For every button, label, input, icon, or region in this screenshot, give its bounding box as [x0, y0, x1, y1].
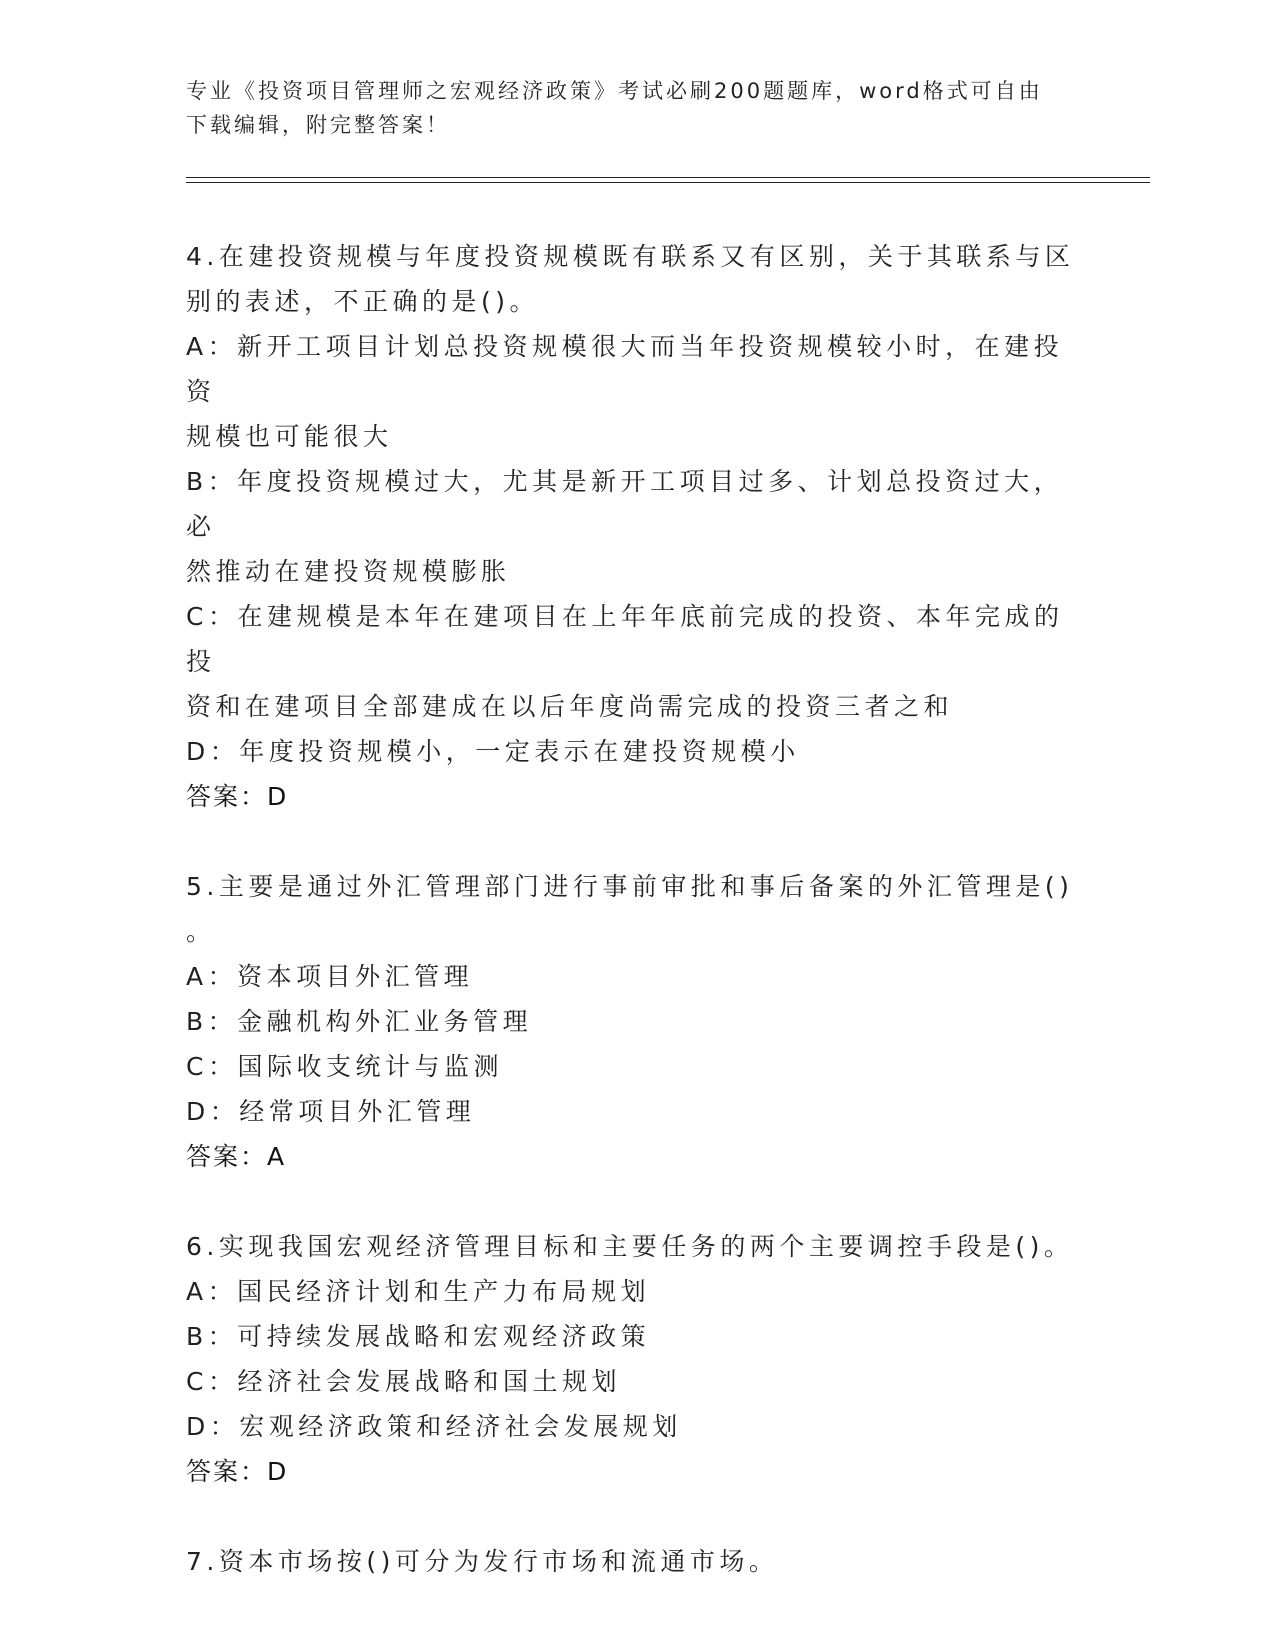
question-spacer [186, 819, 1086, 864]
answer-line: 答案：D [186, 1457, 289, 1486]
option-line: A：新开工项目计划总投资规模很大而当年投资规模较小时，在建投资 [186, 332, 1064, 406]
question-stem-line: 。 [186, 917, 216, 946]
answer-line: 答案：D [186, 782, 289, 811]
option-line: D：年度投资规模小，一定表示在建投资规模小 [186, 737, 800, 766]
option-line: B：可持续发展战略和宏观经济政策 [186, 1322, 651, 1351]
option-line: B：金融机构外汇业务管理 [186, 1007, 533, 1036]
option-line: D：宏观经济政策和经济社会发展规划 [186, 1412, 682, 1441]
question-stem-line: 6.实现我国宏观经济管理目标和主要任务的两个主要调控手段是()。 [186, 1232, 1074, 1261]
header-divider-bottom [186, 182, 1150, 183]
header-line: 专业《投资项目管理师之宏观经济政策》考试必刷200题题库，word格式可自由 [186, 79, 1043, 103]
question-spacer [186, 1494, 1086, 1539]
header-divider-top [186, 177, 1150, 178]
option-line: 规模也可能很大 [186, 422, 393, 451]
question-block [186, 1224, 1086, 1494]
option-line: B：年度投资规模过大，尤其是新开工项目过多、计划总投资过大，必 [186, 467, 1064, 541]
option-line: C：在建规模是本年在建项目在上年年底前完成的投资、本年完成的投 [186, 602, 1064, 676]
option-line: A：国民经济计划和生产力布局规划 [186, 1277, 651, 1306]
question-stem-line: 5.主要是通过外汇管理部门进行事前审批和事后备案的外汇管理是() [186, 872, 1074, 901]
header-line: 下载编辑，附完整答案！ [186, 113, 450, 137]
answer-line: 答案：A [186, 1142, 287, 1171]
option-line: C：国际收支统计与监测 [186, 1052, 503, 1081]
option-line: D：经常项目外汇管理 [186, 1097, 476, 1126]
question-list [186, 234, 1086, 1584]
question-block [186, 864, 1086, 1179]
question-block [186, 1539, 1086, 1584]
question-block [186, 234, 1086, 819]
question-stem-line: 7.资本市场按()可分为发行市场和流通市场。 [186, 1547, 779, 1576]
question-stem-line: 4.在建投资规模与年度投资规模既有联系又有区别，关于其联系与区 [186, 242, 1075, 271]
question-spacer [186, 1179, 1086, 1224]
option-line: 然推动在建投资规模膨胀 [186, 557, 511, 586]
option-line: 资和在建项目全部建成在以后年度尚需完成的投资三者之和 [186, 692, 954, 721]
option-line: C：经济社会发展战略和国土规划 [186, 1367, 621, 1396]
document-header [186, 74, 1066, 142]
option-line: A：资本项目外汇管理 [186, 962, 474, 991]
question-stem-line: 别的表述，不正确的是()。 [186, 287, 540, 316]
